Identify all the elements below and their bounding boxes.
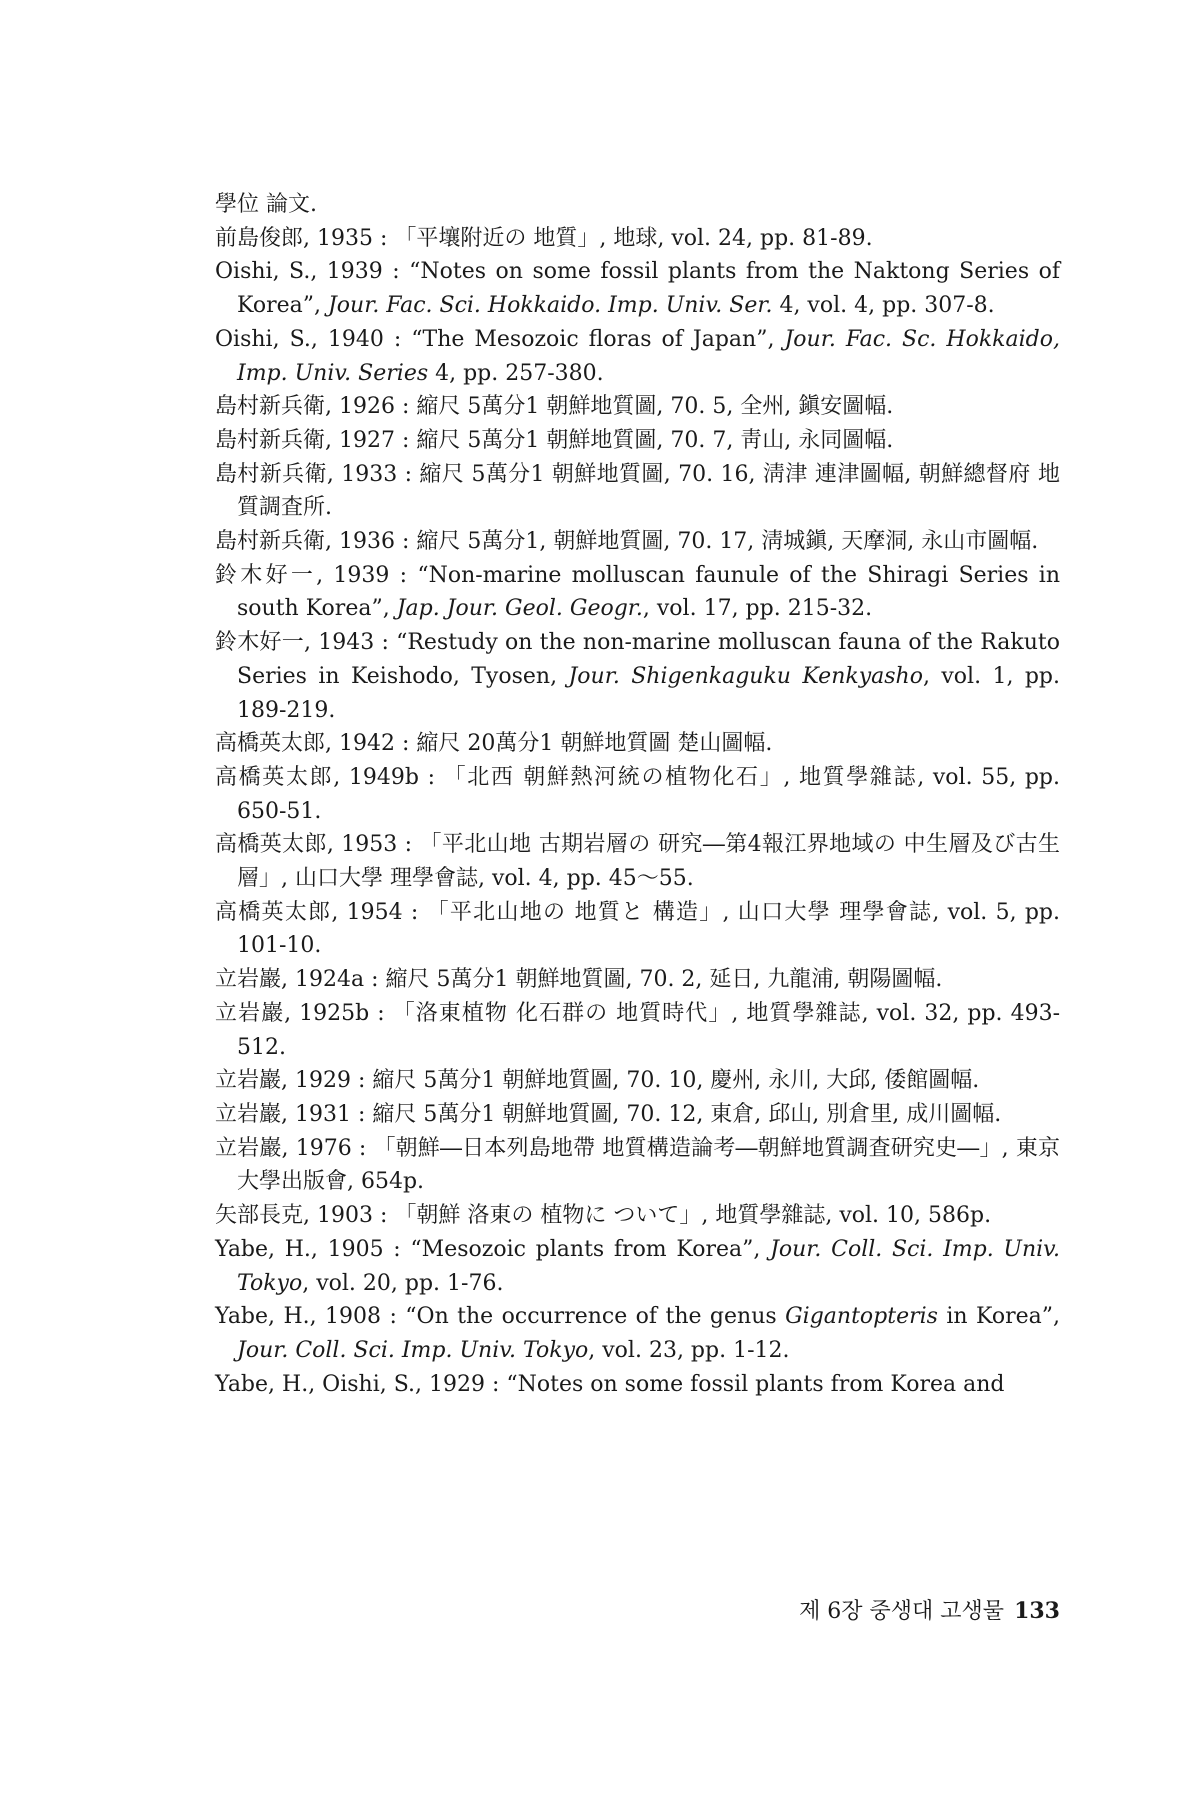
reference-entry xyxy=(215,1368,1060,1402)
reference-italic-text: Gigantopteris xyxy=(785,1304,938,1330)
reference-text: 高橋英太郎, 1942 : 縮尺 20萬分1 朝鮮地質圖 楚山圖幅. xyxy=(215,731,773,757)
reference-entry xyxy=(215,761,1060,828)
reference-text: in Korea”, xyxy=(937,1304,1060,1330)
reference-text: 立岩巖, 1925b : 「洛東植物 化石群の 地質時代」, 地質學雜誌, vol. 32, pp. 493-512. xyxy=(215,1000,1060,1060)
reference-entry xyxy=(215,222,1060,256)
reference-text: 立岩巖, 1976 : 「朝鮮―日本列島地帶 地質構造論考―朝鮮地質調査研究史―」, 東京大學出版會, 654p. xyxy=(215,1135,1060,1195)
reference-entry xyxy=(215,727,1060,761)
reference-text: 島村新兵衛, 1927 : 縮尺 5萬分1 朝鮮地質圖, 70. 7, 靑山, 永同圖幅. xyxy=(215,427,894,453)
reference-text: Oishi, S., 1939 : “Notes on some fossil plants from the Naktong Series of Korea”, xyxy=(215,259,1060,319)
reference-text: , vol. 23, pp. 1-12. xyxy=(588,1337,790,1363)
reference-entry xyxy=(215,424,1060,458)
reference-entry xyxy=(215,626,1060,727)
reference-entry xyxy=(215,525,1060,559)
reference-entry xyxy=(215,255,1060,322)
reference-list xyxy=(215,188,1060,1401)
reference-text: 高橋英太郎, 1953 : 「平北山地 古期岩層の 研究―第4報江界地域の 中生層及び古生層」, 山口大學 理學會誌, vol. 4, pp. 45～55. xyxy=(215,832,1060,892)
reference-entry xyxy=(215,1199,1060,1233)
reference-entry xyxy=(215,896,1060,963)
reference-entry xyxy=(215,1132,1060,1199)
reference-text: 立岩巖, 1931 : 縮尺 5萬分1 朝鮮地質圖, 70. 12, 東倉, 邱山, 別倉里, 成川圖幅. xyxy=(215,1101,1002,1127)
reference-entry xyxy=(215,458,1060,525)
reference-entry xyxy=(215,323,1060,390)
reference-text: 立岩巖, 1924a : 縮尺 5萬分1 朝鮮地質圖, 70. 2, 延日, 九龍浦, 朝陽圖幅. xyxy=(215,967,943,993)
reference-entry xyxy=(215,1098,1060,1132)
reference-entry xyxy=(215,188,1060,222)
reference-italic-text: Jour. Shigenkaguku Kenkyasho xyxy=(568,663,923,689)
reference-text: Yabe, H., 1908 : “On the occurrence of the genus xyxy=(215,1304,786,1330)
chapter-title: 제 6장 중생대 고생물 xyxy=(799,1599,1005,1624)
reference-text: Oishi, S., 1940 : “The Mesozoic floras of Japan”, xyxy=(215,326,785,352)
reference-text: 島村新兵衛, 1933 : 縮尺 5萬分1 朝鮮地質圖, 70. 16, 淸津 連津圖幅, 朝鮮總督府 地質調査所. xyxy=(215,461,1060,521)
page-number: 133 xyxy=(1014,1598,1060,1624)
reference-text: 高橋英太郎, 1949b : 「北西 朝鮮熱河統の植物化石」, 地質學雜誌, vol. 55, pp. 650-51. xyxy=(215,764,1060,824)
reference-entry xyxy=(215,1300,1060,1367)
reference-text: 矢部長克, 1903 : 「朝鮮 洛東の 植物に ついて」, 地質學雜誌, vol. 10, 586p. xyxy=(215,1203,992,1229)
reference-entry xyxy=(215,1233,1060,1300)
reference-text: 鈴木好一, 1943 : “Restudy on the non-marine molluscan fauna of the Rakuto Series in Keishodo, Tyosen, xyxy=(215,630,1060,689)
reference-entry xyxy=(215,828,1060,895)
reference-text: , vol. 17, pp. 215-32. xyxy=(642,596,873,622)
reference-italic-text: Jour. Coll. Sci. Imp. Univ. Tokyo xyxy=(237,1236,1060,1296)
reference-entry xyxy=(215,390,1060,424)
reference-entry xyxy=(215,963,1060,997)
reference-text: 學位 論文. xyxy=(215,192,317,217)
reference-text: Yabe, H., Oishi, S., 1929 : “Notes on some fossil plants from Korea and xyxy=(215,1371,1005,1397)
reference-italic-text: Jour. Fac. Sci. Hokkaido. Imp. Univ. Ser. xyxy=(327,293,773,319)
reference-text: , vol. 20, pp. 1-76. xyxy=(302,1270,504,1296)
reference-italic-text: Jap. Jour. Geol. Geogr. xyxy=(396,596,643,622)
reference-text: 4, vol. 4, pp. 307-8. xyxy=(772,293,995,319)
reference-text: Yabe, H., 1905 : “Mesozoic plants from Korea”, xyxy=(215,1236,771,1262)
reference-entry xyxy=(215,1064,1060,1098)
reference-text: 前島俊郎, 1935 : 「平壤附近の 地質」, 地球, vol. 24, pp. 81-89. xyxy=(215,225,873,251)
page-footer xyxy=(700,1596,1060,1627)
reference-text: , vol. 1, pp. 189-219. xyxy=(237,663,1060,723)
reference-text: 鈴木好一, 1939 : “Non-marine molluscan faunule of the Shiragi Series in south Korea”, xyxy=(215,562,1060,622)
reference-text: 立岩巖, 1929 : 縮尺 5萬分1 朝鮮地質圖, 70. 10, 慶州, 永川, 大邱, 倭館圖幅. xyxy=(215,1068,980,1094)
reference-text: 高橋英太郎, 1954 : 「平北山地の 地質と 構造」, 山口大學 理學會誌, vol. 5, pp. 101-10. xyxy=(215,899,1060,959)
reference-italic-text: Jour. Coll. Sci. Imp. Univ. Tokyo xyxy=(237,1337,589,1363)
reference-italic-text: Jour. Fac. Sc. Hokkaido, Imp. Univ. Series xyxy=(237,326,1060,386)
reference-entry xyxy=(215,559,1060,626)
reference-text: 4, pp. 257-380. xyxy=(428,360,604,386)
reference-text: 島村新兵衛, 1926 : 縮尺 5萬分1 朝鮮地質圖, 70. 5, 全州, 鎭安圖幅. xyxy=(215,394,894,420)
reference-entry xyxy=(215,997,1060,1064)
reference-text: 島村新兵衛, 1936 : 縮尺 5萬分1, 朝鮮地質圖, 70. 17, 淸城鎭, 天摩洞, 永山市圖幅. xyxy=(215,529,1039,555)
